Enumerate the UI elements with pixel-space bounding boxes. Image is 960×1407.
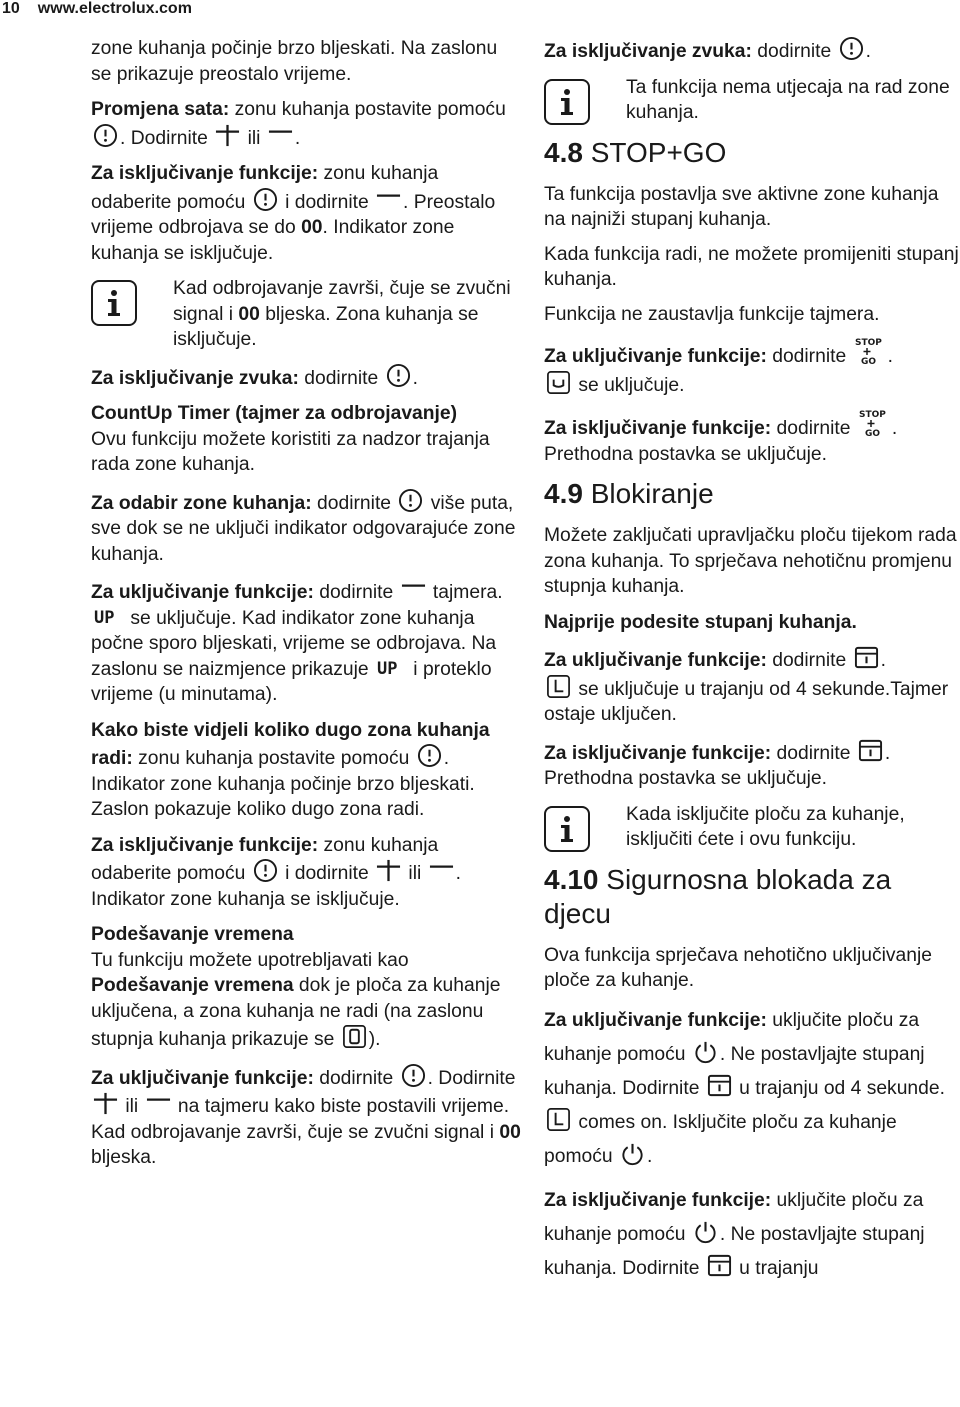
paragraph-countup bbox=[91, 401, 521, 478]
paragraph-text: . bbox=[412, 367, 418, 389]
stop-go-top: STOP bbox=[854, 338, 882, 348]
paragraph-how-long bbox=[91, 718, 521, 823]
paragraph-label: Za isključivanje zvuka: bbox=[91, 367, 299, 389]
paragraph-label: Za uključivanje funkcije: bbox=[544, 346, 767, 367]
note-text: Ta funkcija nema utjecaja na rad zone kuhanja. bbox=[626, 76, 950, 123]
paragraph-text: ili bbox=[242, 127, 261, 149]
paragraph-text: dodirnite bbox=[311, 492, 392, 514]
info-note bbox=[91, 276, 521, 353]
paragraph-text: . Dodirnite bbox=[120, 127, 208, 149]
paragraph-text: se uključuje. Kad indikator zone kuhanja počne sporo bljeskati, vrijeme se odbrojava. Na zaslonu se naizmjence prikazuje bbox=[91, 607, 497, 680]
paragraph-text: se uključuje. bbox=[573, 374, 685, 396]
paragraph-turn-on-2 bbox=[91, 1063, 521, 1171]
paragraph-turn-on-lock bbox=[544, 645, 960, 728]
paragraph-turn-off-lock bbox=[544, 738, 960, 792]
paragraph-text: . bbox=[294, 127, 301, 149]
paragraph-label: Za uključivanje funkcije: bbox=[91, 582, 314, 603]
paragraph-text: . Indikator zone kuhanja se isključuje. bbox=[91, 863, 461, 910]
power-icon bbox=[693, 1039, 718, 1064]
zero-display-icon bbox=[342, 1024, 367, 1049]
paragraph-text: zonu kuhanja odaberite pomoću bbox=[91, 163, 439, 213]
paragraph bbox=[544, 302, 960, 328]
paragraph-text: dodirnite bbox=[298, 367, 379, 389]
paragraph-term: Podešavanje vremena bbox=[91, 975, 294, 996]
paragraph bbox=[544, 943, 960, 994]
section-heading-child-lock bbox=[544, 863, 960, 931]
plus-icon bbox=[215, 123, 240, 148]
paragraph-label: CountUp Timer (tajmer za odbrojavanje) bbox=[91, 403, 458, 424]
paragraph-text: . bbox=[880, 650, 886, 671]
note-text: bljeska. Zona kuhanja se isključuje. bbox=[173, 303, 479, 350]
paragraph-text: . Preostalo vrijeme odbrojava se do bbox=[91, 191, 496, 238]
paragraph-text: Ova funkcija sprječava nehotično uključivanje ploče za kuhanje. bbox=[544, 944, 932, 991]
paragraph-text: dok je ploča za kuhanje uključena, a zona kuhanja ne radi (na zaslonu stupnja kuhanja prikazuje se bbox=[91, 975, 501, 1050]
paragraph-text: uključite ploču za kuhanje pomoću bbox=[544, 1009, 920, 1065]
paragraph bbox=[91, 36, 521, 87]
minus-icon bbox=[146, 1091, 171, 1116]
minus-icon bbox=[429, 858, 454, 883]
stop-go-top: STOP bbox=[858, 410, 886, 420]
minus-icon bbox=[268, 123, 293, 148]
note-value: 00 bbox=[238, 303, 260, 325]
paragraph-text: tajmera. bbox=[427, 582, 503, 603]
paragraph-label: Za isključivanje funkcije: bbox=[544, 1189, 772, 1211]
l-display-icon bbox=[546, 1107, 571, 1132]
paragraph-text: comes on. Isključite ploču za kuhanje pomoću bbox=[544, 1111, 897, 1167]
note-text: Kad odbrojavanje završi, čuje se zvučni signal i bbox=[173, 278, 511, 325]
lock-icon bbox=[854, 645, 879, 670]
timer-icon bbox=[386, 363, 411, 388]
minus-icon bbox=[376, 187, 401, 212]
paragraph-label: Za uključivanje funkcije: bbox=[544, 650, 767, 671]
paragraph-text: zonu kuhanja postavite pomoću bbox=[132, 748, 410, 769]
stop-go-bottom: GO bbox=[864, 429, 880, 438]
paragraph-text: dodirnite bbox=[766, 650, 847, 671]
paragraph-text: Ovu funkciju možete koristiti za nadzor trajanja rada zone kuhanja. bbox=[91, 428, 490, 475]
paragraph-text: . Dodirnite bbox=[427, 1067, 516, 1089]
paragraph-text: dodirnite bbox=[766, 346, 847, 367]
paragraph-label: Za uključivanje funkcije: bbox=[544, 1009, 767, 1031]
lock-icon bbox=[858, 738, 883, 763]
paragraph-text: u trajanju od 4 sekunde. bbox=[733, 1077, 945, 1099]
stop-go-icon bbox=[854, 336, 886, 366]
paragraph-text: . Ne postavljajte stupanj kuhanja. Dodirnite bbox=[544, 1043, 925, 1099]
section-number: 4.10 bbox=[544, 863, 599, 895]
info-icon bbox=[544, 806, 590, 852]
page-header bbox=[2, 0, 192, 18]
power-icon bbox=[693, 1219, 718, 1244]
timer-icon bbox=[417, 743, 442, 768]
l-display-icon bbox=[546, 674, 571, 699]
section-number: 4.9 bbox=[544, 478, 583, 509]
paragraph-select-zone bbox=[91, 488, 521, 568]
timer-icon bbox=[398, 488, 423, 513]
paragraph-text: zonu kuhanja postavite pomoću bbox=[229, 99, 506, 120]
paragraph-label: Za isključivanje zvuka: bbox=[544, 41, 752, 62]
paragraph-text: . Prethodna postavka se uključuje. bbox=[544, 418, 898, 465]
info-note bbox=[544, 75, 960, 126]
paragraph-label: Promjena sata: bbox=[91, 99, 230, 120]
paragraph-text: Tu funkciju možete upotrebljavati kao bbox=[91, 949, 409, 971]
up-display-text: UP bbox=[376, 658, 398, 679]
paragraph-text: ili bbox=[120, 1096, 139, 1117]
note-text: Kada isključite ploču za kuhanje, isključiti ćete i ovu funkciju. bbox=[626, 803, 905, 850]
stop-go-icon bbox=[858, 408, 890, 438]
paragraph-text: u trajanju bbox=[733, 1257, 819, 1279]
left-column bbox=[91, 36, 521, 1181]
paragraph-turn-on bbox=[544, 336, 960, 398]
minus-icon bbox=[401, 577, 426, 602]
up-display-icon bbox=[376, 657, 406, 679]
paragraph-text: ). bbox=[368, 1029, 381, 1050]
section-title: Sigurnosna blokada za djecu bbox=[544, 863, 892, 929]
paragraph-turn-on-child-lock bbox=[544, 1004, 960, 1174]
paragraph-text: i proteklo vrijeme (u minutama). bbox=[91, 658, 492, 705]
timer-icon bbox=[839, 36, 864, 61]
paragraph-text: dodirnite bbox=[771, 742, 851, 764]
paragraph-text: . Ne postavljajte stupanj kuhanja. Dodirnite bbox=[544, 1223, 925, 1279]
timer-icon bbox=[253, 187, 278, 212]
paragraph-text: i dodirnite bbox=[279, 191, 369, 213]
paragraph-text: Možete zaključati upravljačku ploču tijekom rada zona kuhanja. To sprječava nehotičnu promjenu stupnja kuhanja. bbox=[544, 525, 957, 597]
paragraph-text: dodirnite bbox=[313, 582, 394, 603]
paragraph-label: Kako biste vidjeli koliko dugo zona kuhanja radi: bbox=[91, 719, 490, 769]
paragraph-text: Ta funkcija postavlja sve aktivne zone kuhanja na najniži stupanj kuhanja. bbox=[544, 183, 939, 230]
paragraph-text: bljeska. bbox=[91, 1147, 157, 1168]
paragraph-value: 00 bbox=[301, 217, 323, 238]
paragraph-label: Za isključivanje funkcije: bbox=[91, 163, 319, 184]
paragraph-label: Podešavanje vremena bbox=[91, 924, 294, 945]
power-icon bbox=[620, 1141, 645, 1166]
paragraph-turn-off-child-lock bbox=[544, 1184, 960, 1286]
header-url: www.electrolux.com bbox=[37, 0, 192, 17]
paragraph-text: dodirnite bbox=[771, 418, 851, 439]
paragraph-turn-off bbox=[91, 161, 521, 266]
section-title: STOP+GO bbox=[582, 136, 727, 168]
section-heading-lock bbox=[544, 477, 960, 511]
paragraph-label: Za odabir zone kuhanja: bbox=[91, 492, 312, 514]
lock-icon bbox=[707, 1253, 732, 1278]
paragraph-text: dodirnite bbox=[313, 1067, 394, 1089]
paragraph-text: uključite ploču za kuhanje pomoću bbox=[544, 1189, 924, 1245]
paragraph-label: Za uključivanje funkcije: bbox=[91, 1067, 314, 1089]
paragraph-text: na tajmeru kako biste postavili vrijeme. Kad odbrojavanje završi, čuje se zvučni signal i bbox=[91, 1096, 510, 1143]
up-display-text: UP bbox=[94, 607, 115, 628]
info-icon bbox=[544, 79, 590, 125]
paragraph bbox=[544, 610, 960, 636]
section-heading-stop-go bbox=[544, 136, 960, 170]
paragraph-text: . Indikator zone kuhanja počinje brzo bljeskati. Zaslon pokazuje koliko dugo zona radi. bbox=[91, 748, 475, 820]
paragraph-text: Funkcija ne zaustavlja funkcije tajmera. bbox=[544, 303, 880, 325]
stop-go-bottom: GO bbox=[860, 357, 876, 366]
section-title: Blokiranje bbox=[582, 478, 714, 509]
section-number: 4.8 bbox=[544, 136, 583, 168]
paragraph-text: zonu kuhanja odaberite pomoću bbox=[91, 834, 439, 884]
paragraph-text: . Indikator zone kuhanja se isključuje. bbox=[91, 217, 455, 264]
paragraph-sound-off bbox=[544, 36, 960, 65]
paragraph-change-time bbox=[91, 97, 521, 151]
paragraph-label: Za isključivanje funkcije: bbox=[91, 834, 319, 856]
paragraph-text: . bbox=[887, 346, 893, 367]
paragraph-value: 00 bbox=[499, 1121, 521, 1143]
paragraph-turn-off bbox=[544, 408, 960, 467]
paragraph-label: Za isključivanje funkcije: bbox=[544, 742, 772, 764]
paragraph-text: ili bbox=[403, 863, 422, 884]
paragraph-turn-on bbox=[91, 577, 521, 708]
paragraph-text: . bbox=[865, 41, 871, 62]
timer-icon bbox=[401, 1063, 426, 1088]
paragraph-turn-off-2 bbox=[91, 833, 521, 913]
timer-icon bbox=[253, 858, 278, 883]
timer-icon bbox=[93, 123, 118, 148]
paragraph-text: više puta, sve dok se ne uključi indikator odgovarajuće zone kuhanja. bbox=[91, 492, 516, 565]
right-column bbox=[544, 36, 960, 1296]
paragraph-text: . Prethodna postavka se uključuje. bbox=[544, 742, 891, 789]
lock-icon bbox=[707, 1073, 732, 1098]
paragraph-text: i dodirnite bbox=[279, 863, 369, 884]
paragraph-text: dodirnite bbox=[751, 41, 832, 62]
paragraph-text: zone kuhanja počinje brzo bljeskati. Na zaslonu se prikazuje preostalo vrijeme. bbox=[91, 38, 498, 85]
plus-icon bbox=[376, 858, 401, 883]
info-note bbox=[544, 802, 960, 853]
paragraph bbox=[544, 182, 960, 233]
paragraph-time-setting bbox=[91, 922, 521, 1053]
u-display-icon bbox=[546, 370, 571, 395]
page-number: 10 bbox=[2, 0, 20, 17]
paragraph-text: . bbox=[646, 1145, 653, 1167]
paragraph-text: se uključuje u trajanju od 4 sekunde.Tajmer ostaje uključen. bbox=[544, 678, 949, 725]
paragraph-label: Za isključivanje funkcije: bbox=[544, 418, 772, 439]
paragraph-label: Najprije podesite stupanj kuhanja. bbox=[544, 611, 857, 633]
paragraph bbox=[544, 242, 960, 293]
paragraph-sound-off bbox=[91, 363, 521, 392]
up-display-icon bbox=[93, 606, 123, 628]
plus-icon bbox=[93, 1091, 118, 1116]
paragraph-text: Kada funkcija radi, ne možete promijeniti stupanj kuhanja. bbox=[544, 243, 959, 290]
info-icon bbox=[91, 280, 137, 326]
paragraph bbox=[544, 523, 960, 600]
